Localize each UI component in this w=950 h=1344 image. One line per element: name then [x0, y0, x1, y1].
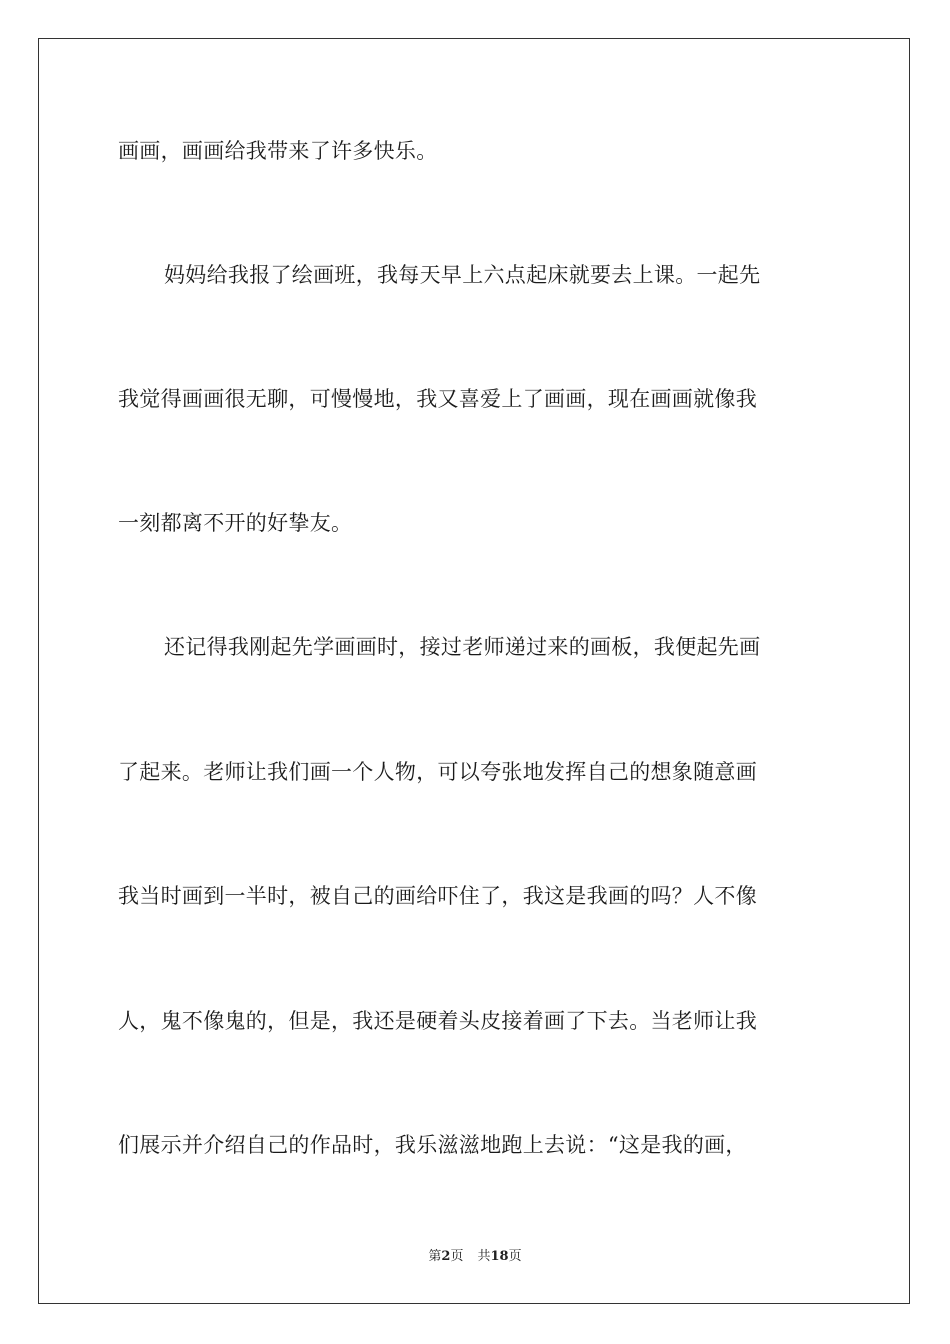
page-suffix: 页 [450, 1249, 464, 1264]
text-line-7: 我当时画到一半时，被自己的画给吓住了，我这是我画的吗？人不像 [118, 884, 757, 908]
text-line-8: 人，鬼不像鬼的，但是，我还是硬着头皮接着画了下去。当老师让我 [118, 1009, 757, 1033]
total-pages: 18 [490, 1249, 509, 1264]
text-line-3: 我觉得画画很无聊，可慢慢地，我又喜爱上了画画，现在画画就像我 [118, 387, 757, 411]
total-suffix: 页 [508, 1249, 522, 1264]
page-frame [38, 38, 910, 1304]
text-line-2: 妈妈给我报了绘画班，我每天早上六点起床就要去上课。一起先 [164, 263, 761, 287]
text-line-1: 画画，画画给我带来了许多快乐。 [118, 139, 438, 163]
total-prefix: 共 [477, 1249, 491, 1264]
page-footer [0, 1248, 950, 1266]
page-number: 2 [441, 1249, 451, 1264]
text-line-6: 了起来。老师让我们画一个人物，可以夸张地发挥自己的想象随意画 [118, 760, 757, 784]
text-line-4: 一刻都离不开的好挚友。 [118, 511, 353, 535]
text-line-9: 们展示并介绍自己的作品时，我乐滋滋地跑上去说：“这是我的画， [118, 1133, 747, 1157]
text-line-5: 还记得我刚起先学画画时，接过老师递过来的画板，我便起先画 [164, 635, 761, 659]
page-prefix: 第 [428, 1249, 442, 1264]
